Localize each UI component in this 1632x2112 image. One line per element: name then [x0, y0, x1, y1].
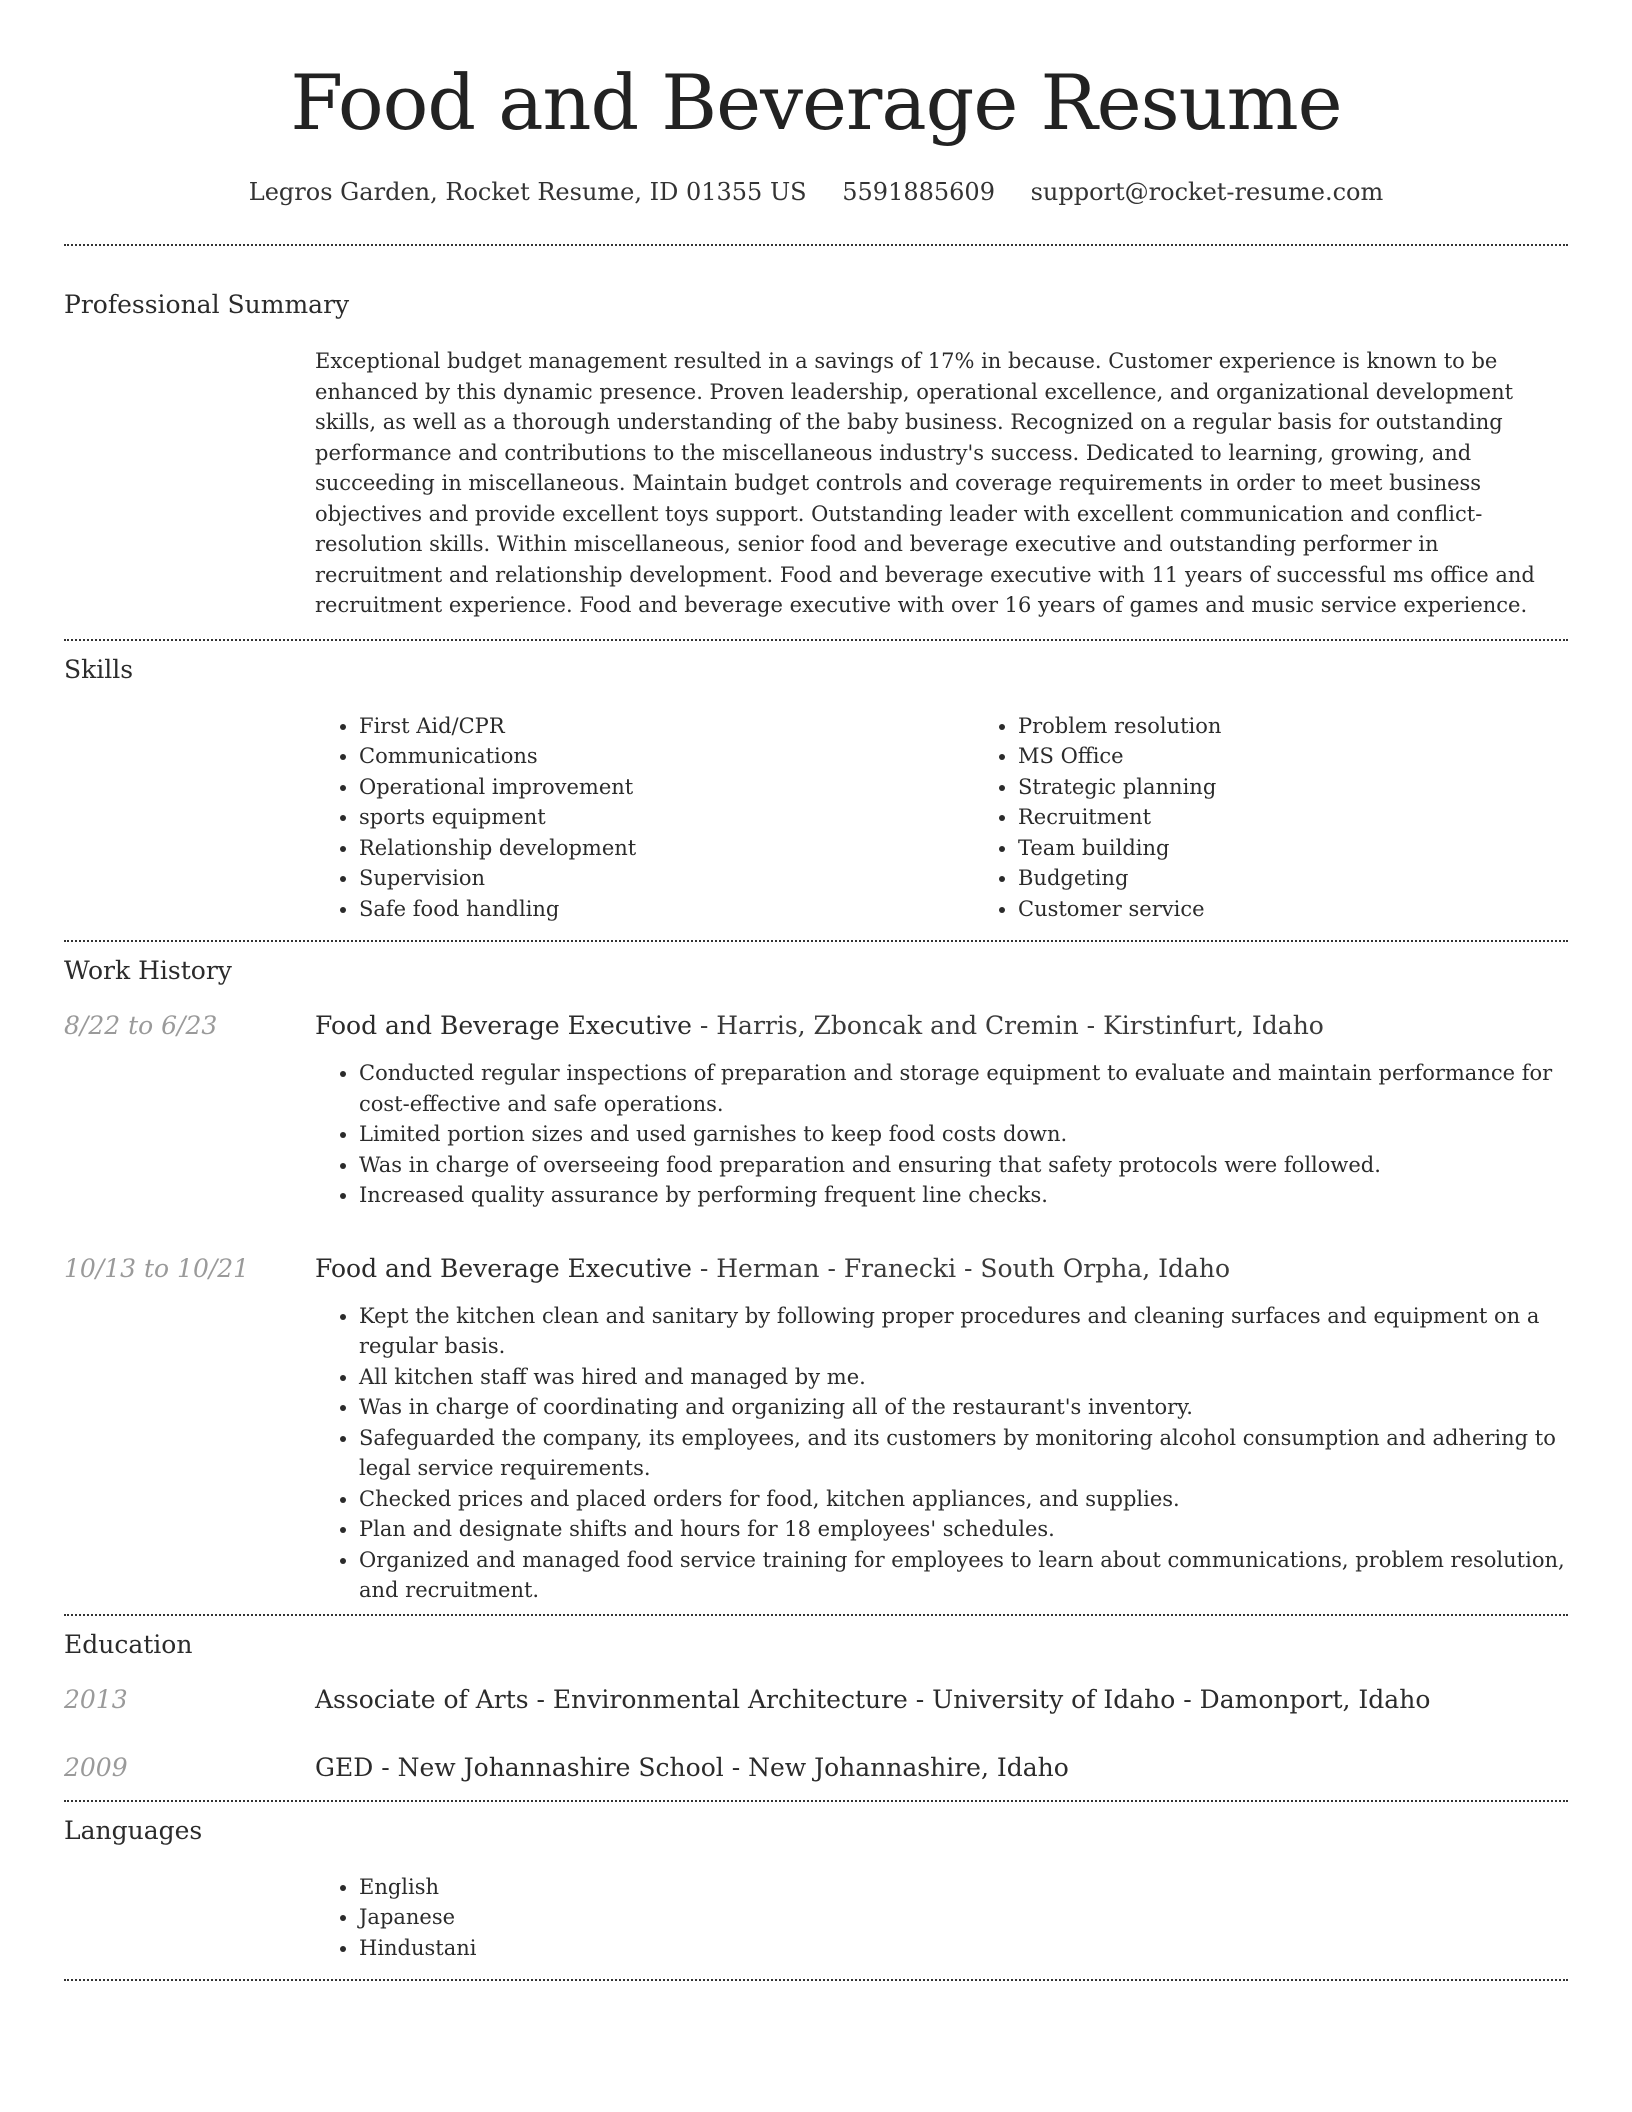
job-bullets	[315, 1058, 1568, 1211]
skill-item: • Supervision	[359, 863, 974, 894]
skill-item: • First Aid/CPR	[359, 711, 974, 742]
job-row	[64, 1251, 1568, 1606]
contact-email: support@rocket-resume.com	[1030, 178, 1384, 206]
job-bullet: • Kept the kitchen clean and sanitary by following proper procedures and cleaning surfaces and equipment on a regular basis.	[359, 1301, 1568, 1362]
skill-item: • Problem resolution	[1018, 711, 1632, 742]
skills-list-left	[315, 711, 974, 925]
job-bullet: • Organized and managed food service training for employees to learn about communications, problem resolution, and recruitment.	[359, 1545, 1568, 1606]
summary-row	[64, 346, 1568, 621]
skill-item: • Communications	[359, 741, 974, 772]
job-bullet: • Plan and designate shifts and hours for 18 employees' schedules.	[359, 1514, 1568, 1545]
skill-item: • MS Office	[1018, 741, 1632, 772]
education-entry	[64, 1682, 1568, 1718]
work-heading: Work History	[64, 956, 232, 985]
languages-row	[64, 1872, 1568, 1964]
job-body	[315, 1251, 1568, 1606]
languages-list	[315, 1872, 1568, 1964]
skill-item: • Safe food handling	[359, 894, 974, 925]
skills-row	[64, 711, 1568, 925]
contact-info	[64, 176, 1568, 208]
job-title-line: Food and Beverage Executive - Harris, Zboncak and Cremin - Kirstinfurt, Idaho	[315, 1011, 1324, 1040]
skill-item: • Relationship development	[359, 833, 974, 864]
summary-text: Exceptional budget management resulted in a savings of 17% in because. Customer experience is known to be enhanced by this dynamic presence. Proven leadership, operational excellence, and organizational development skills, as well as a thorough understanding of the baby business. Recognized on a regular basis for outstanding performance and contributions to the miscellaneous industry's success. Dedicated to learning, growing, and succeeding in miscellaneous. Maintain budget controls and coverage requirements in order to meet business objectives and provide excellent toys support. Outstanding leader with excellent communication and conflict-resolution skills. Within miscellaneous, senior food and beverage executive and outstanding performer in recruitment and relationship development. Food and beverage executive with 11 years of successful ms office and recruitment experience. Food and beverage executive with over 16 years of games and music service experience.	[315, 349, 1535, 617]
resume-header	[64, 0, 1568, 208]
languages-section	[64, 1802, 1568, 1980]
language-item: • Japanese	[359, 1902, 1568, 1933]
skill-item: • Strategic planning	[1018, 772, 1632, 803]
education-year: 2009	[64, 1752, 128, 1782]
skill-item: • Customer service	[1018, 894, 1632, 925]
skill-item: • Recruitment	[1018, 802, 1632, 833]
skill-item: • sports equipment	[359, 802, 974, 833]
education-heading: Education	[64, 1629, 193, 1659]
job-dates: 8/22 to 6/23	[64, 1011, 218, 1040]
resume-title: Food and Beverage Resume	[290, 58, 1342, 147]
summary-heading: Professional Summary	[64, 290, 350, 319]
job-bullet: • All kitchen staff was hired and managed by me.	[359, 1362, 1568, 1393]
summary-section	[64, 246, 1568, 639]
job-bullets	[315, 1301, 1568, 1606]
skills-grid	[315, 711, 1632, 925]
skills-section	[64, 641, 1568, 941]
job-title-line: Food and Beverage Executive - Herman - Franecki - South Orpha, Idaho	[315, 1253, 1231, 1283]
job-company: Herman - Franecki	[716, 1253, 957, 1283]
contact-phone: 5591885609	[842, 178, 995, 206]
languages-heading: Languages	[64, 1815, 203, 1845]
job-entry	[64, 1008, 1568, 1211]
skills-list-right	[974, 711, 1632, 925]
education-text: GED - New Johannashire School - New Johannashire, Idaho	[315, 1752, 1069, 1782]
summary-body	[315, 346, 1568, 621]
job-company: Harris, Zboncak and Cremin	[716, 1011, 1079, 1040]
job-body	[315, 1008, 1568, 1211]
job-dates: 10/13 to 10/21	[64, 1253, 250, 1283]
section-divider	[64, 1979, 1568, 1981]
education-entry	[64, 1750, 1568, 1786]
education-section	[64, 1616, 1568, 1786]
job-location: South Orpha, Idaho	[980, 1253, 1231, 1283]
job-bullet: • Was in charge of coordinating and organizing all of the restaurant's inventory.	[359, 1392, 1568, 1423]
job-bullet: • Limited portion sizes and used garnishes to keep food costs down.	[359, 1119, 1568, 1150]
job-role: Food and Beverage Executive	[315, 1253, 692, 1283]
job-bullet: • Was in charge of overseeing food preparation and ensuring that safety protocols were followed.	[359, 1150, 1568, 1181]
job-bullet: • Checked prices and placed orders for food, kitchen appliances, and supplies.	[359, 1484, 1568, 1515]
language-item: • English	[359, 1872, 1568, 1903]
skill-item: • Budgeting	[1018, 863, 1632, 894]
job-bullet: • Safeguarded the company, its employees, and its customers by monitoring alcohol consumption and adhering to legal service requirements.	[359, 1423, 1568, 1484]
education-text: Associate of Arts - Environmental Architecture - University of Idaho - Damonport, Idaho	[315, 1684, 1431, 1714]
job-bullet: • Conducted regular inspections of preparation and storage equipment to evaluate and maintain performance for cost-effective and safe operations.	[359, 1058, 1568, 1119]
contact-address: Legros Garden, Rocket Resume, ID 01355 US	[248, 178, 807, 206]
job-location: Kirstinfurt, Idaho	[1103, 1011, 1324, 1040]
skill-item: • Team building	[1018, 833, 1632, 864]
job-role: Food and Beverage Executive	[315, 1011, 692, 1040]
education-year: 2013	[64, 1684, 128, 1714]
job-entry	[64, 1251, 1568, 1606]
skill-item: • Operational improvement	[359, 772, 974, 803]
skills-heading: Skills	[64, 654, 134, 684]
languages-body	[315, 1872, 1568, 1964]
job-bullet: • Increased quality assurance by performing frequent line checks.	[359, 1180, 1568, 1211]
work-section	[64, 942, 1568, 1614]
language-item: • Hindustani	[359, 1933, 1568, 1964]
job-row	[64, 1008, 1568, 1211]
